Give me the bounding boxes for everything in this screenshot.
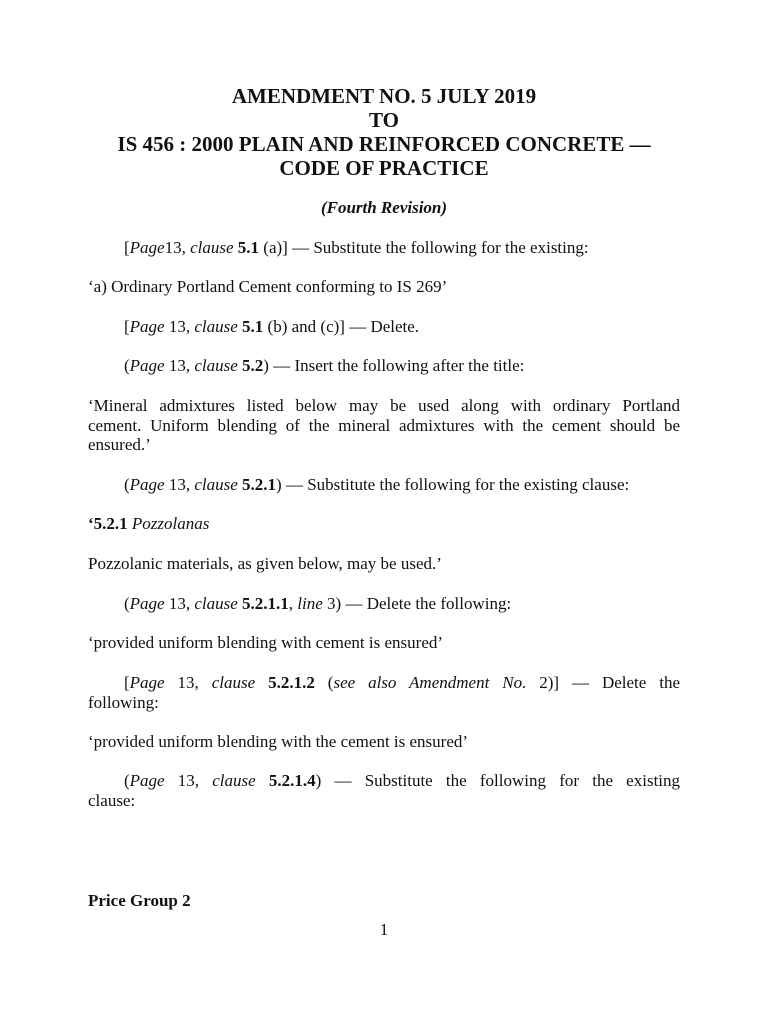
deleted-text-5-2-1-2: ‘provided uniform blending with the cement is ensured’ — [88, 732, 469, 751]
instruction-5-2-1-4: (Page 13, clause 5.2.1.4) — Substitute the following for the existing clause: — [88, 771, 681, 810]
revision-label: (Fourth Revision) — [320, 198, 448, 217]
instruction-5-1a: [Page13, clause 5.1 (a)] — Substitute the following for the existing: — [124, 238, 589, 257]
page-number: 1 — [379, 920, 389, 939]
title-to: TO — [369, 108, 399, 132]
deleted-text-5-2-1-1: ‘provided uniform blending with cement is ensured’ — [88, 633, 444, 652]
document-page — [88, 0, 680, 1024]
standard-subtitle: CODE OF PRACTICE — [279, 156, 489, 180]
instruction-5-2-1-1: (Page 13, clause 5.2.1.1, line 3) — Delete the following: — [124, 594, 512, 613]
price-group: Price Group 2 — [88, 891, 191, 910]
standard-title: IS 456 : 2000 PLAIN AND REINFORCED CONCRETE — — [117, 132, 651, 156]
instruction-5-1bc: [Page 13, clause 5.1 (b) and (c)] — Delete. — [124, 317, 420, 336]
clause-heading-pozzolanas: ‘5.2.1 Pozzolanas — [88, 514, 210, 533]
instruction-5-2: (Page 13, clause 5.2) — Insert the following after the title: — [124, 356, 525, 375]
instruction-5-2-1: (Page 13, clause 5.2.1) — Substitute the following for the existing clause: — [124, 475, 630, 494]
substitution-text-5-1a: ‘a) Ordinary Portland Cement conforming to IS 269’ — [88, 277, 448, 296]
insert-text-5-2: ‘Mineral admixtures listed below may be used along with ordinary Portland cement. Uniform blending of the mineral admixtures with the cement should be ensured.’ — [88, 396, 680, 454]
instruction-5-2-1-2: [Page 13, clause 5.2.1.2 (see also Amendment No. 2)] — Delete the following: — [88, 673, 680, 712]
amendment-title: AMENDMENT NO. 5 JULY 2019 — [231, 84, 537, 108]
substitution-text-5-2-1: Pozzolanic materials, as given below, may be used.’ — [88, 554, 442, 573]
